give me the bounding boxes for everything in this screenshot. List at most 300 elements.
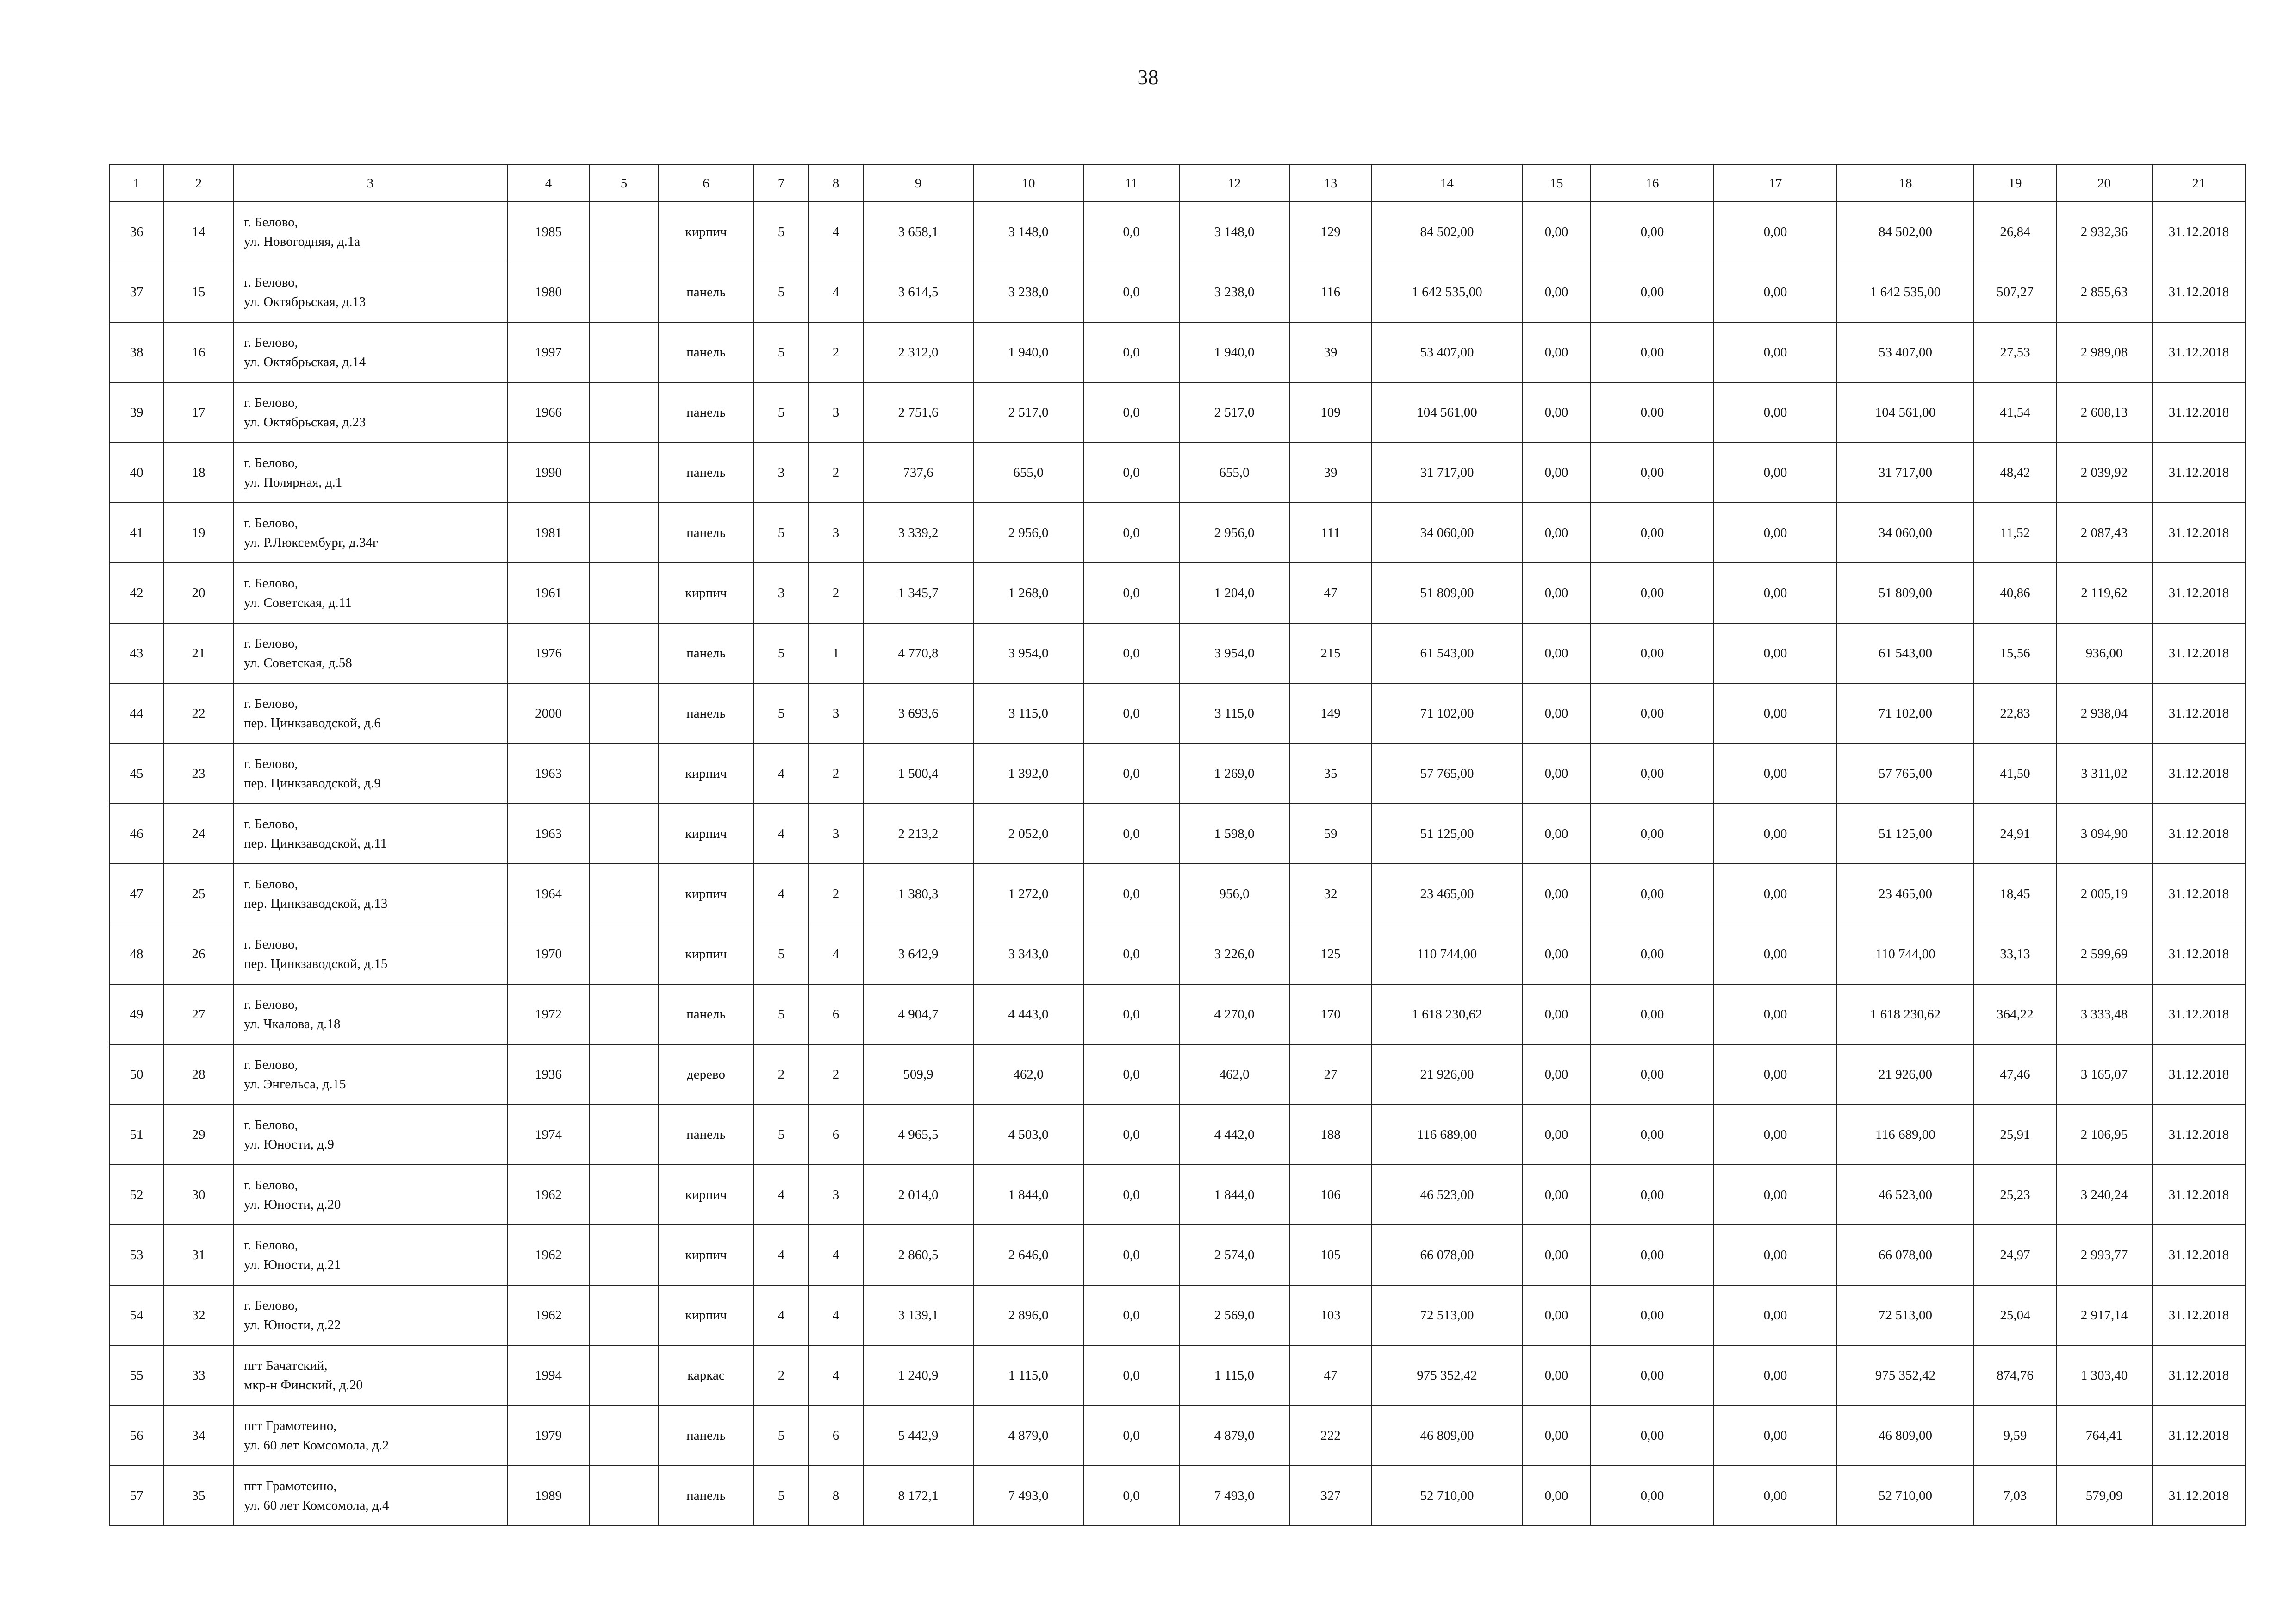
address-cell: [233, 623, 507, 683]
table-cell-col-12: 1 115,0: [1179, 1345, 1289, 1405]
table-cell-col-17: 0,00: [1714, 984, 1837, 1044]
table-cell-col-20: 3 333,48: [2056, 984, 2152, 1044]
address-line: ул. Юности, д.21: [244, 1257, 341, 1272]
table-cell-col-6: каркас: [658, 1345, 754, 1405]
table-cell-col-8: 3: [809, 503, 863, 563]
table-cell-col-17: 0,00: [1714, 443, 1837, 503]
table-cell-col-9: 3 642,9: [863, 924, 973, 984]
table-cell-col-16: 0,00: [1591, 563, 1714, 623]
table-cell-col-15: 0,00: [1522, 322, 1591, 382]
table-cell-col-8: 8: [809, 1466, 863, 1526]
column-header-2: 2: [164, 165, 233, 202]
address-line: г. Белово,: [244, 275, 298, 290]
table-cell-col-18: 57 765,00: [1837, 743, 1974, 804]
table-cell-col-8: 3: [809, 1165, 863, 1225]
table-cell-col-18: 1 618 230,62: [1837, 984, 1974, 1044]
table-cell-col-12: 3 148,0: [1179, 202, 1289, 262]
table-cell-col-7: 5: [754, 984, 809, 1044]
table-cell-col-11: 0,0: [1083, 804, 1179, 864]
table-cell-col-18: 51 809,00: [1837, 563, 1974, 623]
table-cell-col-16: 0,00: [1591, 743, 1714, 804]
table-cell-col-6: панель: [658, 382, 754, 443]
table-cell-col-9: 3 693,6: [863, 683, 973, 743]
table-cell-col-14: 23 465,00: [1372, 864, 1522, 924]
table-cell-col-21: 31.12.2018: [2152, 743, 2246, 804]
table-cell-col-21: 31.12.2018: [2152, 984, 2246, 1044]
table-cell-col-5: [590, 202, 658, 262]
table-cell-col-2: 32: [164, 1285, 233, 1345]
table-cell-col-10: 2 956,0: [973, 503, 1083, 563]
table-cell-col-11: 0,0: [1083, 864, 1179, 924]
table-row: [109, 1405, 2246, 1466]
table-cell-col-12: 2 569,0: [1179, 1285, 1289, 1345]
column-header-7: 7: [754, 165, 809, 202]
table-cell-col-15: 0,00: [1522, 443, 1591, 503]
table-cell-col-12: 1 269,0: [1179, 743, 1289, 804]
table-cell-col-7: 4: [754, 804, 809, 864]
table-cell-col-6: панель: [658, 683, 754, 743]
table-cell-col-14: 46 809,00: [1372, 1405, 1522, 1466]
table-cell-col-8: 4: [809, 262, 863, 322]
table-cell-col-9: 5 442,9: [863, 1405, 973, 1466]
table-cell-col-20: 2 989,08: [2056, 322, 2152, 382]
table-cell-col-13: 111: [1289, 503, 1372, 563]
table-cell-col-15: 0,00: [1522, 1466, 1591, 1526]
table-cell-col-9: 737,6: [863, 443, 973, 503]
table-cell-col-11: 0,0: [1083, 503, 1179, 563]
table-cell-col-11: 0,0: [1083, 322, 1179, 382]
address-line: г. Белово,: [244, 1057, 298, 1072]
table-cell-col-7: 5: [754, 924, 809, 984]
table-cell-col-4: 1980: [507, 262, 590, 322]
table-cell-col-11: 0,0: [1083, 382, 1179, 443]
address-cell: [233, 1345, 507, 1405]
table-cell-col-7: 5: [754, 262, 809, 322]
address-cell: [233, 563, 507, 623]
address-cell: [233, 1285, 507, 1345]
table-cell-col-9: 1 240,9: [863, 1345, 973, 1405]
column-header-4: 4: [507, 165, 590, 202]
table-cell-col-16: 0,00: [1591, 1044, 1714, 1105]
table-cell-col-13: 39: [1289, 322, 1372, 382]
table-cell-col-8: 2: [809, 443, 863, 503]
table-cell-col-12: 1 940,0: [1179, 322, 1289, 382]
address-cell: [233, 1044, 507, 1105]
address-line: пер. Цинкзаводской, д.15: [244, 956, 388, 971]
table-cell-col-17: 0,00: [1714, 1225, 1837, 1285]
table-cell-col-19: 25,91: [1974, 1105, 2056, 1165]
table-cell-col-10: 2 517,0: [973, 382, 1083, 443]
address-line: г. Белово,: [244, 1178, 298, 1193]
table-cell-col-13: 35: [1289, 743, 1372, 804]
table-cell-col-11: 0,0: [1083, 262, 1179, 322]
table-row: [109, 1225, 2246, 1285]
table-cell-col-19: 364,22: [1974, 984, 2056, 1044]
table-cell-col-12: 3 115,0: [1179, 683, 1289, 743]
table-cell-col-9: 2 860,5: [863, 1225, 973, 1285]
address-line: пер. Цинкзаводской, д.11: [244, 836, 387, 851]
table-cell-col-20: 2 938,04: [2056, 683, 2152, 743]
table-cell-col-21: 31.12.2018: [2152, 804, 2246, 864]
table-cell-col-5: [590, 1165, 658, 1225]
table-cell-col-10: 3 238,0: [973, 262, 1083, 322]
table-cell-col-15: 0,00: [1522, 1345, 1591, 1405]
table-cell-col-18: 72 513,00: [1837, 1285, 1974, 1345]
address-line: г. Белово,: [244, 756, 298, 771]
table-cell-col-15: 0,00: [1522, 683, 1591, 743]
table-cell-col-2: 16: [164, 322, 233, 382]
address-line: г. Белово,: [244, 576, 298, 591]
table-cell-col-6: панель: [658, 443, 754, 503]
column-header-13: 13: [1289, 165, 1372, 202]
table-cell-col-11: 0,0: [1083, 623, 1179, 683]
table-cell-col-21: 31.12.2018: [2152, 1466, 2246, 1526]
table-cell-col-16: 0,00: [1591, 623, 1714, 683]
table-cell-col-9: 2 751,6: [863, 382, 973, 443]
table-cell-col-12: 1 204,0: [1179, 563, 1289, 623]
table-cell-col-7: 2: [754, 1345, 809, 1405]
table-cell-col-20: 2 087,43: [2056, 503, 2152, 563]
table-cell-col-20: 2 917,14: [2056, 1285, 2152, 1345]
table-cell-col-20: 1 303,40: [2056, 1345, 2152, 1405]
table-cell-col-10: 4 879,0: [973, 1405, 1083, 1466]
table-cell-col-13: 47: [1289, 1345, 1372, 1405]
table-cell-col-6: кирпич: [658, 563, 754, 623]
table-cell-col-7: 5: [754, 1405, 809, 1466]
table-cell-col-13: 129: [1289, 202, 1372, 262]
table-cell-col-6: панель: [658, 1466, 754, 1526]
address-line: мкр-н Финский, д.20: [244, 1378, 363, 1393]
table-cell-col-13: 39: [1289, 443, 1372, 503]
table-cell-col-17: 0,00: [1714, 1165, 1837, 1225]
table-cell-col-11: 0,0: [1083, 924, 1179, 984]
table-cell-col-20: 2 039,92: [2056, 443, 2152, 503]
table-cell-col-6: кирпич: [658, 924, 754, 984]
table-cell-col-11: 0,0: [1083, 1466, 1179, 1526]
table-cell-col-16: 0,00: [1591, 864, 1714, 924]
table-cell-col-5: [590, 503, 658, 563]
table-cell-col-12: 3 226,0: [1179, 924, 1289, 984]
table-cell-col-15: 0,00: [1522, 1165, 1591, 1225]
table-cell-col-10: 655,0: [973, 443, 1083, 503]
table-cell-col-1: 43: [109, 623, 164, 683]
address-cell: [233, 503, 507, 563]
address-line: г. Белово,: [244, 696, 298, 711]
table-cell-col-11: 0,0: [1083, 1165, 1179, 1225]
table-cell-col-2: 22: [164, 683, 233, 743]
address-line: ул. Октябрьская, д.13: [244, 294, 366, 309]
column-header-10: 10: [973, 165, 1083, 202]
table-cell-col-14: 46 523,00: [1372, 1165, 1522, 1225]
table-cell-col-14: 52 710,00: [1372, 1466, 1522, 1526]
table-cell-col-8: 6: [809, 1405, 863, 1466]
table-cell-col-2: 21: [164, 623, 233, 683]
table-cell-col-6: панель: [658, 984, 754, 1044]
table-cell-col-17: 0,00: [1714, 262, 1837, 322]
table-cell-col-14: 1 642 535,00: [1372, 262, 1522, 322]
address-line: г. Белово,: [244, 937, 298, 952]
table-cell-col-1: 51: [109, 1105, 164, 1165]
table-cell-col-6: кирпич: [658, 804, 754, 864]
column-header-6: 6: [658, 165, 754, 202]
table-cell-col-9: 2 014,0: [863, 1165, 973, 1225]
table-cell-col-19: 7,03: [1974, 1466, 2056, 1526]
table-row: [109, 1165, 2246, 1225]
table-cell-col-19: 11,52: [1974, 503, 2056, 563]
table-cell-col-15: 0,00: [1522, 262, 1591, 322]
address-line: г. Белово,: [244, 997, 298, 1012]
table-row: [109, 322, 2246, 382]
table-row: [109, 804, 2246, 864]
table-cell-col-19: 41,54: [1974, 382, 2056, 443]
table-cell-col-17: 0,00: [1714, 1405, 1837, 1466]
table-cell-col-15: 0,00: [1522, 503, 1591, 563]
table-cell-col-2: 30: [164, 1165, 233, 1225]
table-cell-col-21: 31.12.2018: [2152, 202, 2246, 262]
column-header-9: 9: [863, 165, 973, 202]
table-cell-col-16: 0,00: [1591, 503, 1714, 563]
table-cell-col-12: 7 493,0: [1179, 1466, 1289, 1526]
table-cell-col-2: 25: [164, 864, 233, 924]
table-cell-col-7: 3: [754, 563, 809, 623]
table-cell-col-11: 0,0: [1083, 563, 1179, 623]
address-line: ул. Советская, д.58: [244, 656, 352, 670]
table-cell-col-17: 0,00: [1714, 1466, 1837, 1526]
table-row: [109, 683, 2246, 743]
column-header-1: 1: [109, 165, 164, 202]
table-cell-col-6: панель: [658, 322, 754, 382]
table-cell-col-18: 51 125,00: [1837, 804, 1974, 864]
table-row: [109, 864, 2246, 924]
table-cell-col-7: 4: [754, 743, 809, 804]
table-cell-col-17: 0,00: [1714, 924, 1837, 984]
table-row: [109, 382, 2246, 443]
table-cell-col-4: 1985: [507, 202, 590, 262]
table-cell-col-17: 0,00: [1714, 503, 1837, 563]
table-cell-col-12: 4 270,0: [1179, 984, 1289, 1044]
table-cell-col-13: 59: [1289, 804, 1372, 864]
table-cell-col-4: 1962: [507, 1165, 590, 1225]
column-header-15: 15: [1522, 165, 1591, 202]
table-cell-col-5: [590, 864, 658, 924]
table-cell-col-5: [590, 322, 658, 382]
table-cell-col-9: 3 658,1: [863, 202, 973, 262]
table-row: [109, 503, 2246, 563]
table-cell-col-1: 57: [109, 1466, 164, 1526]
table-cell-col-21: 31.12.2018: [2152, 1165, 2246, 1225]
table-cell-col-13: 27: [1289, 1044, 1372, 1105]
table-cell-col-1: 45: [109, 743, 164, 804]
address-cell: [233, 804, 507, 864]
table-cell-col-19: 25,23: [1974, 1165, 2056, 1225]
table-cell-col-20: 2 993,77: [2056, 1225, 2152, 1285]
table-cell-col-20: 2 608,13: [2056, 382, 2152, 443]
table-cell-col-5: [590, 683, 658, 743]
table-cell-col-17: 0,00: [1714, 202, 1837, 262]
table-cell-col-9: 2 213,2: [863, 804, 973, 864]
table-cell-col-16: 0,00: [1591, 322, 1714, 382]
table-cell-col-1: 49: [109, 984, 164, 1044]
table-cell-col-2: 24: [164, 804, 233, 864]
table-cell-col-16: 0,00: [1591, 683, 1714, 743]
table-cell-col-18: 53 407,00: [1837, 322, 1974, 382]
address-cell: [233, 1225, 507, 1285]
column-header-5: 5: [590, 165, 658, 202]
table-cell-col-11: 0,0: [1083, 1405, 1179, 1466]
table-cell-col-21: 31.12.2018: [2152, 1405, 2246, 1466]
table-cell-col-8: 6: [809, 1105, 863, 1165]
address-line: ул. 60 лет Комсомола, д.4: [244, 1498, 389, 1513]
table-cell-col-20: 2 855,63: [2056, 262, 2152, 322]
table-cell-col-2: 18: [164, 443, 233, 503]
address-line: г. Белово,: [244, 1298, 298, 1313]
table-cell-col-15: 0,00: [1522, 743, 1591, 804]
table-cell-col-9: 4 770,8: [863, 623, 973, 683]
table-cell-col-9: 4 965,5: [863, 1105, 973, 1165]
table-cell-col-19: 22,83: [1974, 683, 2056, 743]
table-cell-col-4: 1963: [507, 804, 590, 864]
table-cell-col-18: 31 717,00: [1837, 443, 1974, 503]
table-cell-col-5: [590, 262, 658, 322]
table-cell-col-11: 0,0: [1083, 1225, 1179, 1285]
table-cell-col-20: 579,09: [2056, 1466, 2152, 1526]
table-cell-col-11: 0,0: [1083, 984, 1179, 1044]
table-cell-col-5: [590, 382, 658, 443]
table-cell-col-10: 7 493,0: [973, 1466, 1083, 1526]
table-cell-col-7: 4: [754, 1225, 809, 1285]
table-cell-col-15: 0,00: [1522, 563, 1591, 623]
table-cell-col-7: 5: [754, 1105, 809, 1165]
table-cell-col-14: 61 543,00: [1372, 623, 1522, 683]
table-cell-col-19: 26,84: [1974, 202, 2056, 262]
table-cell-col-2: 23: [164, 743, 233, 804]
table-cell-col-5: [590, 1044, 658, 1105]
table-cell-col-12: 956,0: [1179, 864, 1289, 924]
table-cell-col-18: 52 710,00: [1837, 1466, 1974, 1526]
table-cell-col-15: 0,00: [1522, 382, 1591, 443]
table-cell-col-8: 3: [809, 683, 863, 743]
table-cell-col-5: [590, 924, 658, 984]
table-cell-col-6: кирпич: [658, 1225, 754, 1285]
address-cell: [233, 1405, 507, 1466]
table-row: [109, 443, 2246, 503]
table-cell-col-10: 4 443,0: [973, 984, 1083, 1044]
table-cell-col-15: 0,00: [1522, 1044, 1591, 1105]
table-cell-col-13: 149: [1289, 683, 1372, 743]
table-cell-col-15: 0,00: [1522, 623, 1591, 683]
table-cell-col-19: 33,13: [1974, 924, 2056, 984]
table-cell-col-9: 4 904,7: [863, 984, 973, 1044]
table-cell-col-13: 105: [1289, 1225, 1372, 1285]
table-cell-col-12: 1 844,0: [1179, 1165, 1289, 1225]
column-header-3: 3: [233, 165, 507, 202]
column-header-8: 8: [809, 165, 863, 202]
table-cell-col-12: 462,0: [1179, 1044, 1289, 1105]
table-cell-col-12: 2 574,0: [1179, 1225, 1289, 1285]
table-cell-col-2: 35: [164, 1466, 233, 1526]
table-cell-col-13: 125: [1289, 924, 1372, 984]
table-cell-col-15: 0,00: [1522, 924, 1591, 984]
column-header-11: 11: [1083, 165, 1179, 202]
table-cell-col-17: 0,00: [1714, 563, 1837, 623]
table-cell-col-18: 975 352,42: [1837, 1345, 1974, 1405]
table-cell-col-6: панель: [658, 262, 754, 322]
table-cell-col-8: 4: [809, 1345, 863, 1405]
table-cell-col-19: 41,50: [1974, 743, 2056, 804]
table-cell-col-13: 222: [1289, 1405, 1372, 1466]
address-line: ул. Юности, д.20: [244, 1197, 341, 1212]
table-cell-col-14: 21 926,00: [1372, 1044, 1522, 1105]
table-cell-col-6: панель: [658, 503, 754, 563]
table-cell-col-21: 31.12.2018: [2152, 443, 2246, 503]
table-cell-col-17: 0,00: [1714, 322, 1837, 382]
table-cell-col-1: 44: [109, 683, 164, 743]
table-cell-col-9: 3 614,5: [863, 262, 973, 322]
address-line: ул. Октябрьская, д.14: [244, 355, 366, 369]
table-cell-col-21: 31.12.2018: [2152, 1105, 2246, 1165]
table-cell-col-21: 31.12.2018: [2152, 1345, 2246, 1405]
table-cell-col-4: 2000: [507, 683, 590, 743]
table-cell-col-20: 3 240,24: [2056, 1165, 2152, 1225]
table-cell-col-1: 39: [109, 382, 164, 443]
table-row: [109, 262, 2246, 322]
table-cell-col-11: 0,0: [1083, 1105, 1179, 1165]
address-cell: [233, 683, 507, 743]
table-cell-col-16: 0,00: [1591, 382, 1714, 443]
table-cell-col-2: 31: [164, 1225, 233, 1285]
table-cell-col-5: [590, 743, 658, 804]
table-cell-col-17: 0,00: [1714, 683, 1837, 743]
table-cell-col-1: 41: [109, 503, 164, 563]
table-cell-col-13: 32: [1289, 864, 1372, 924]
table-cell-col-19: 9,59: [1974, 1405, 2056, 1466]
table-cell-col-21: 31.12.2018: [2152, 1285, 2246, 1345]
table-cell-col-16: 0,00: [1591, 984, 1714, 1044]
table-cell-col-13: 103: [1289, 1285, 1372, 1345]
table-cell-col-9: 1 345,7: [863, 563, 973, 623]
table-cell-col-20: 2 119,62: [2056, 563, 2152, 623]
table-cell-col-16: 0,00: [1591, 1285, 1714, 1345]
table-cell-col-2: 34: [164, 1405, 233, 1466]
table-cell-col-4: 1972: [507, 984, 590, 1044]
table-cell-col-15: 0,00: [1522, 864, 1591, 924]
table-cell-col-1: 36: [109, 202, 164, 262]
table-cell-col-20: 2 005,19: [2056, 864, 2152, 924]
table-cell-col-4: 1974: [507, 1105, 590, 1165]
table-cell-col-14: 104 561,00: [1372, 382, 1522, 443]
table-cell-col-21: 31.12.2018: [2152, 262, 2246, 322]
table-cell-col-10: 1 392,0: [973, 743, 1083, 804]
table-cell-col-4: 1936: [507, 1044, 590, 1105]
table-cell-col-6: кирпич: [658, 1285, 754, 1345]
column-header-18: 18: [1837, 165, 1974, 202]
table-cell-col-7: 4: [754, 864, 809, 924]
column-header-14: 14: [1372, 165, 1522, 202]
table-cell-col-21: 31.12.2018: [2152, 1225, 2246, 1285]
table-row: [109, 1044, 2246, 1105]
table-cell-col-11: 0,0: [1083, 1044, 1179, 1105]
table-cell-col-19: 507,27: [1974, 262, 2056, 322]
table-cell-col-12: 655,0: [1179, 443, 1289, 503]
table-cell-col-16: 0,00: [1591, 1405, 1714, 1466]
table-cell-col-4: 1976: [507, 623, 590, 683]
table-row: [109, 1466, 2246, 1526]
table-cell-col-14: 31 717,00: [1372, 443, 1522, 503]
table-cell-col-1: 50: [109, 1044, 164, 1105]
table-cell-col-1: 52: [109, 1165, 164, 1225]
table-cell-col-5: [590, 1466, 658, 1526]
table-cell-col-2: 33: [164, 1345, 233, 1405]
